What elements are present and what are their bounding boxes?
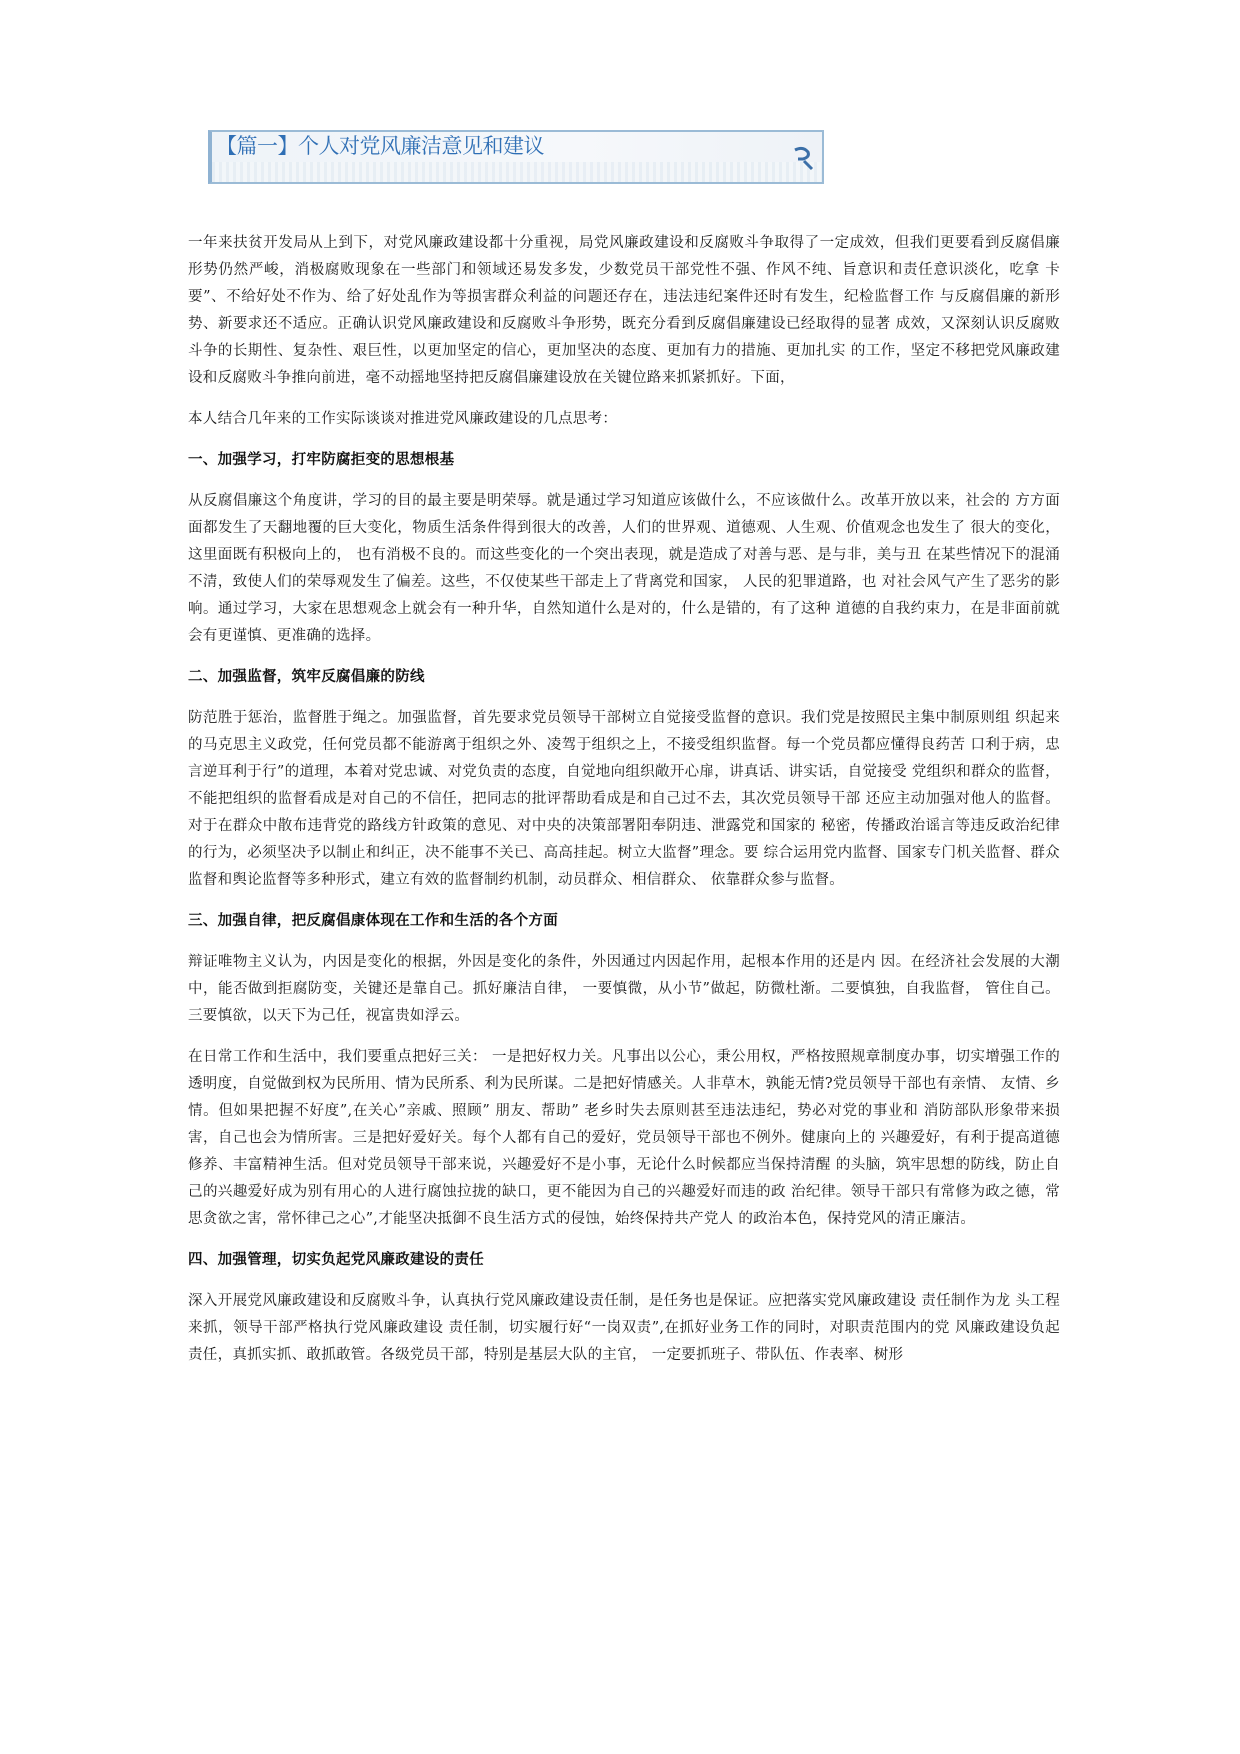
section-heading-4: 四、加强管理，切实负起党风廉政建设的责任 <box>188 1252 484 1268</box>
document-body <box>188 230 1060 1383</box>
intro-paragraph-2: 本人结合几年来的工作实际谈谈对推进党风廉政建设的几点思考： <box>188 411 618 427</box>
intro-paragraph: 一年来扶贫开发局从上到下，对党风廉政建设都十分重视，局党风廉政建设和反腐败斗争取得了一定成效，但我们更要看到反腐倡廉形势仍然严峻，消极腐败现象在一些部门和领域还易发多发，少数党员干部党性不强、作风不纯、旨意识和责任意识淡化，吃拿 卡要”、不给好处不作为、给了好处乱作为等损害群众利益的问题还存在，违法违纪案件还时有发生，纪检监督工作 与反腐倡廉的新形势、新要求还不适应。正确认识党风廉政建设和反腐败斗争形势，既充分看到反腐倡廉建设已经取得的显著 成效，又深刻认识反腐败斗争的长期性、复杂性、艰巨性，以更加坚定的信心，更加坚决的态度、更加有力的措施、更加扎实 的工作，坚定不移把党风廉政建设和反腐败斗争推向前进，毫不动摇地坚持把反腐倡廉建设放在关键位路来抓紧抓好。下面， <box>188 235 1060 386</box>
section-heading-3: 三、加强自律，把反腐倡康体现在工作和生活的各个方面 <box>188 913 558 929</box>
banner-stripe <box>212 162 822 182</box>
document-title: 【篇一】个人对党风廉洁意见和建议 <box>216 134 544 158</box>
section-3-paragraph: 辩证唯物主义认为，内因是变化的根据，外因是变化的条件，外因通过内因起作用，起根本作用的还是内 因。在经济社会发展的大潮中，能否做到拒腐防变，关键还是靠自己。抓好廉洁自律， 一要慎微，从小节”做起，防微杜渐。二要慎独，自我监督， 管住自己。三要慎欲，以天下为己任，视富贵如浮云。 <box>188 954 1060 1024</box>
section-1-paragraph: 从反腐倡廉这个角度讲，学习的目的最主要是明荣辱。就是通过学习知道应该做什么，不应该做什么。改革开放以来，社会的 方方面面都发生了天翻地覆的巨大变化，物质生活条件得到很大的改善，人们的世界观、道德观、人生观、价值观念也发生了 很大的变化，这里面既有积极向上的， 也有消极不良的。而这些变化的一个突出表现，就是造成了对善与恶、是与非，美与丑 在某些情况下的混涌不清，致使人们的荣辱观发生了偏差。这些，不仅使某些干部走上了背离党和国家， 人民的犯罪道路，也 对社会风气产生了恶劣的影响。通过学习，大家在思想观念上就会有一种升华，自然知道什么是对的，什么是错的，有了这种 道德的自我约束力，在是非面前就会有更谨慎、更准确的选择。 <box>188 493 1060 644</box>
section-heading-2: 二、加强监督，筑牢反腐倡廉的防线 <box>188 669 425 685</box>
section-4-paragraph: 深入开展党风廉政建设和反腐败斗争，认真执行党风廉政建设责任制，是任务也是保证。应把落实党风廉政建设 责任制作为龙 头工程来抓，领导干部严格执行党风廉政建设 责任制，切实履行好“一岗双责”,在抓好业务工作的同时，对职责范围内的党 风廉政建设负起责任，真抓实抓、敢抓敢管。各级党员干部，特别是基层大队的主官， 一定要抓班子、带队伍、作表率、树形 <box>188 1293 1060 1363</box>
section-heading-1: 一、加强学习，打牢防腐拒变的思想根基 <box>188 452 455 468</box>
search-decoration-icon <box>790 144 816 172</box>
section-2-paragraph: 防范胜于惩治，监督胜于绳之。加强监督，首先要求党员领导干部树立自觉接受监督的意识。我们党是按照民主集中制原则组 织起来的马克思主义政党，任何党员都不能游离于组织之外、凌驾于组织之上，不接受组织监督。每一个党员都应懂得良药苦 口利于病，忠言逆耳利于行”的道理，本着对党忠诚、对党负责的态度，自觉地向组织敞开心扉，讲真话、讲实话，自觉接受 党组织和群众的监督，不能把组织的监督看成是对自己的不信任，把同志的批评帮助看成是和自己过不去，其次党员领导干部 还应主动加强对他人的监督。对于在群众中散布违背党的路线方针政策的意见、对中央的决策部署阳奉阴违、泄露党和国家的 秘密，传播政治谣言等违反政治纪律的行为，必须坚决予以制止和纠正，决不能事不关已、高高挂起。树立大监督”理念。要 综合运用党内监督、国家专门机关监督、群众监督和舆论监督等多种形式，建立有效的监督制约机制，动员群众、相信群众、 依靠群众参与监督。 <box>188 710 1060 888</box>
section-3-paragraph-2: 在日常工作和生活中，我们要重点把好三关： 一是把好权力关。凡事出以公心，秉公用权，严格按照规章制度办事，切实增强工作的透明度，自觉做到权为民所用、情为民所系、利为民所谋。二是把好情感关。人非草木，孰能无情?党员领导干部也有亲情、 友情、乡情。但如果把握不好度”,在关心”亲戚、照顾” 朋友、帮助” 老乡时失去原则甚至违法违纪，势必对党的事业和 消防部队形象带来损害，自己也会为情所害。三是把好爱好关。每个人都有自己的爱好，党员领导干部也不例外。健康向上的 兴趣爱好，有利于提高道德修养、丰富精神生活。但对党员领导干部来说，兴趣爱好不是小事，无论什么时候都应当保持清醒 的头脑，筑牢思想的防线，防止自己的兴趣爱好成为别有用心的人进行腐蚀拉拢的缺口，更不能因为自己的兴趣爱好而违的政 治纪律。领导干部只有常修为政之德，常思贪欲之害，常怀律己之心”,才能坚决抵御不良生活方式的侵蚀，始终保持共产党人 的政治本色，保持党风的清正廉洁。 <box>188 1049 1060 1227</box>
title-banner <box>208 130 824 184</box>
